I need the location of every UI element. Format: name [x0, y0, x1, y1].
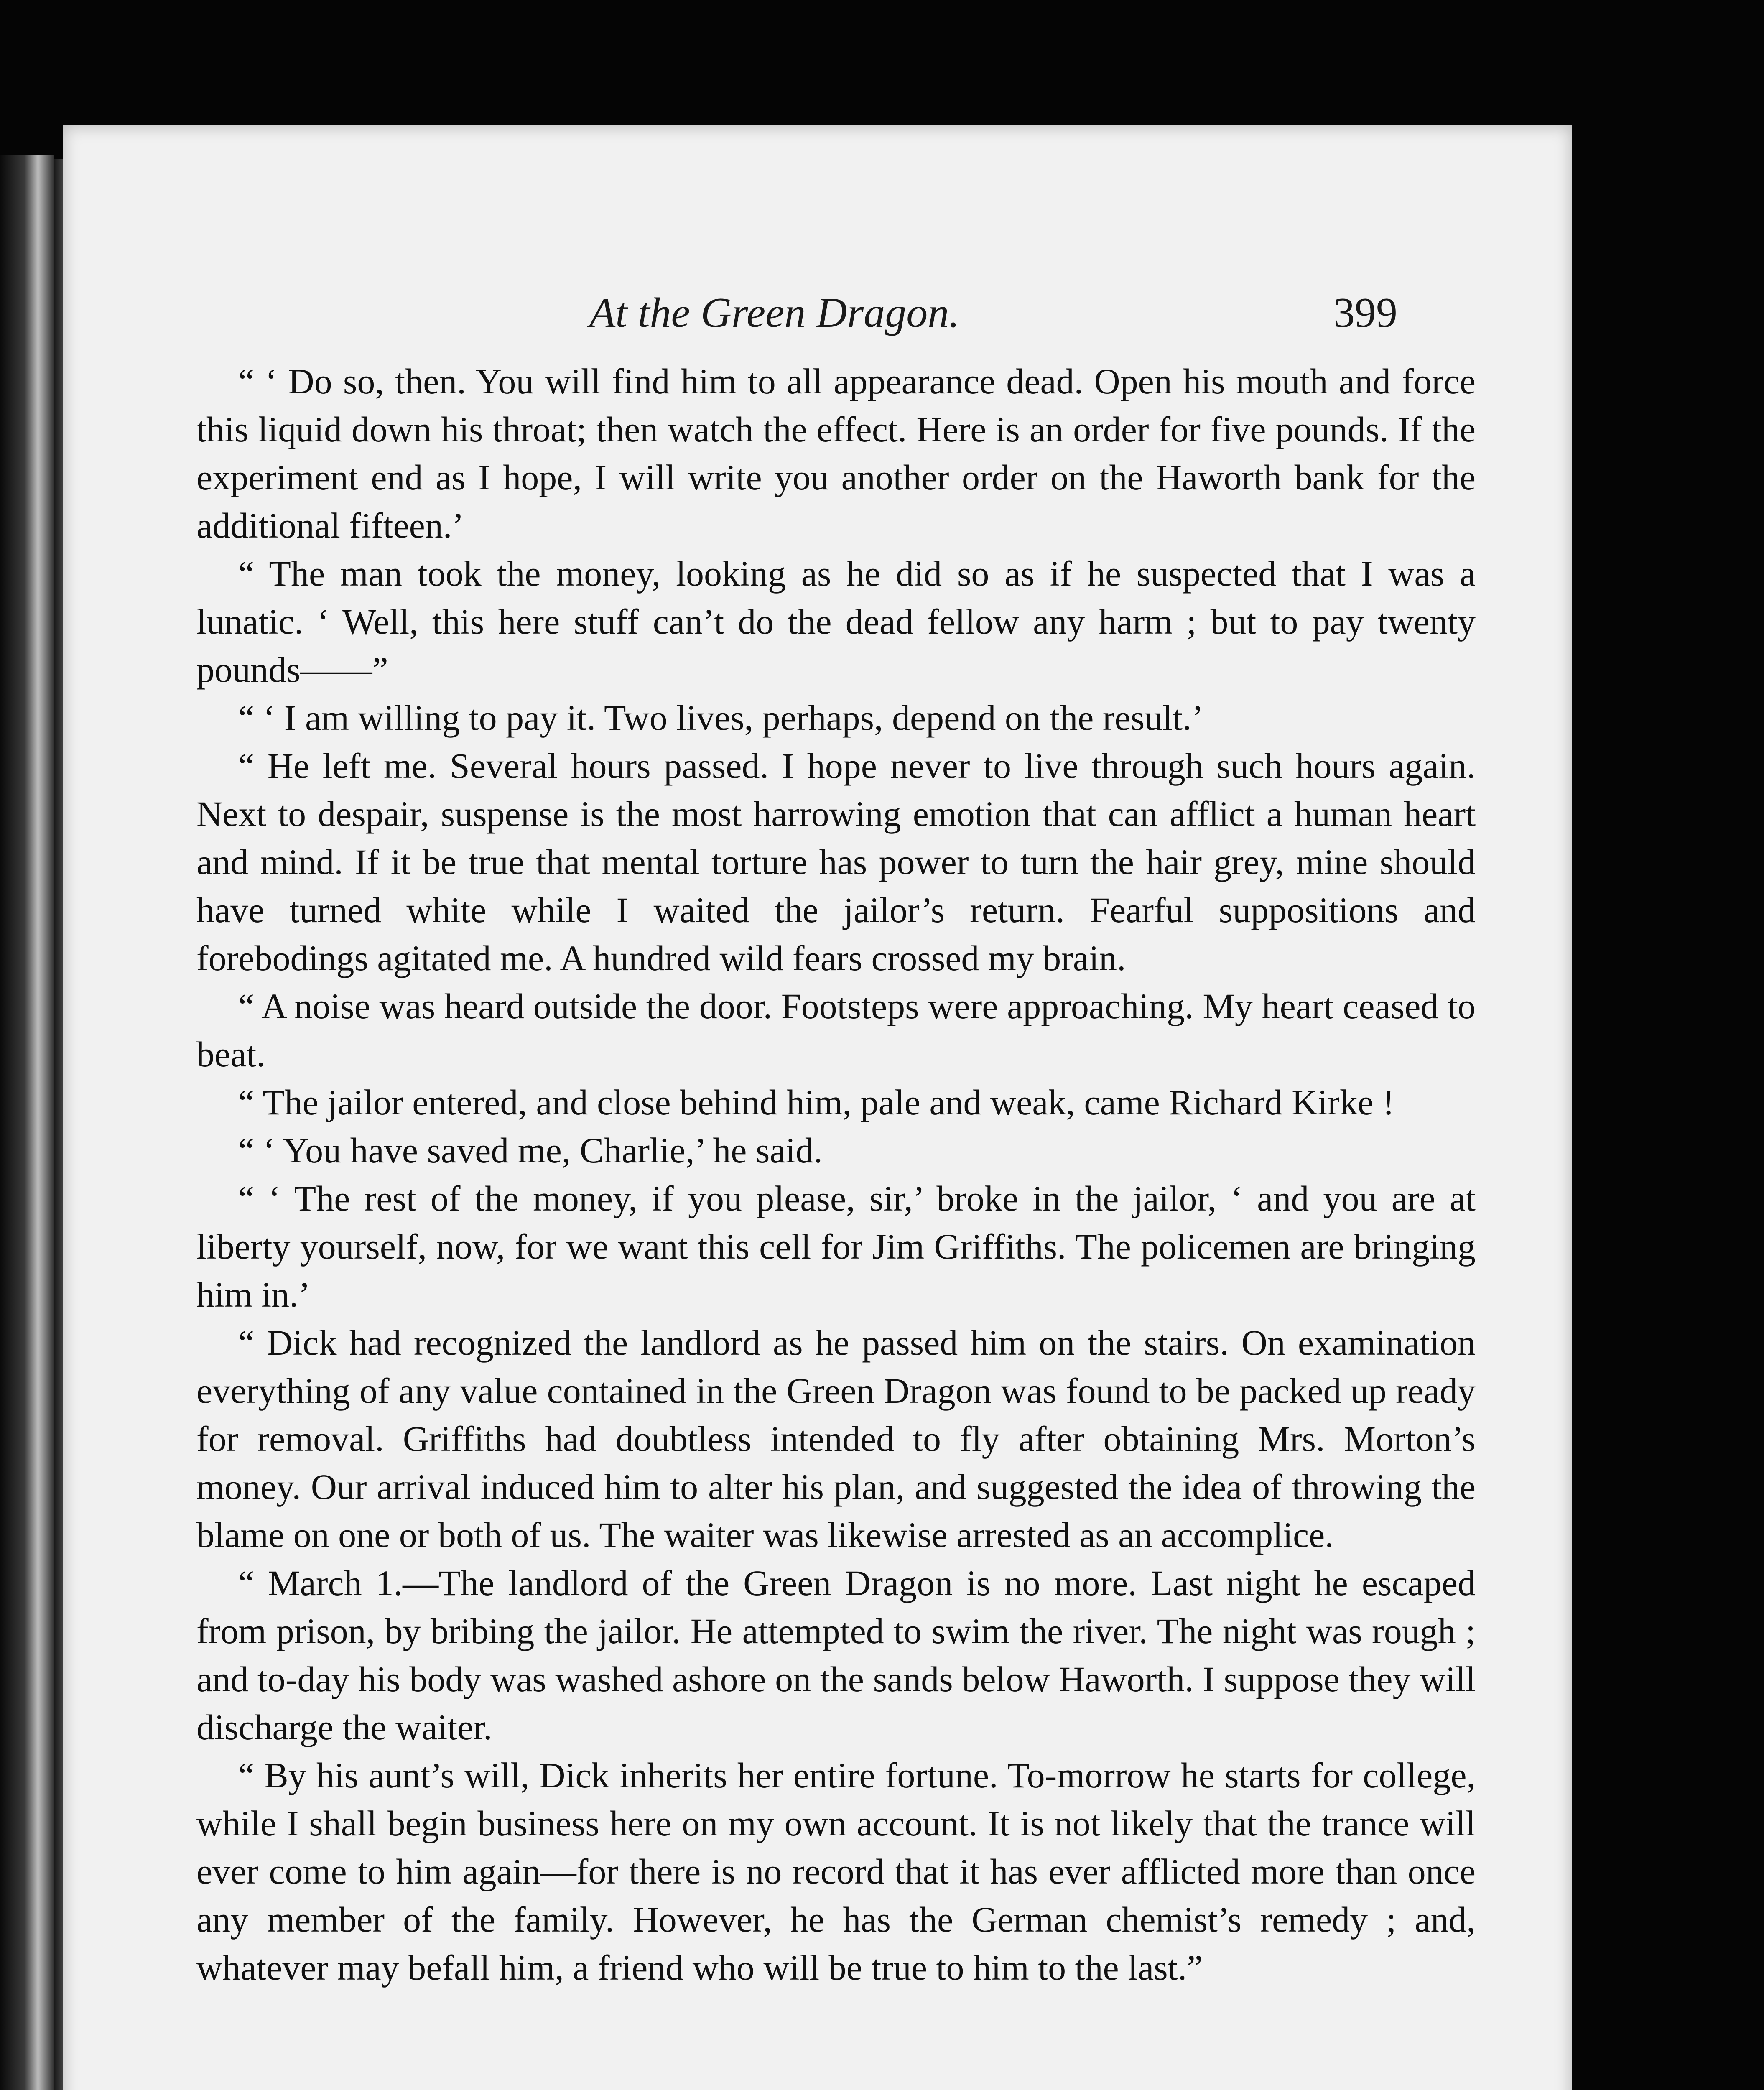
paragraph-1: “ ‘ Do so, then. You will find him to all appearance dead. Open his mouth and force this liquid down his throat; then watch the effect. Here is an order for five pounds. If the experiment end as I hope, I will write you another order on the Haworth bank for the additional fifteen.’	[196, 361, 1476, 545]
book-page	[63, 125, 1572, 2090]
running-head	[63, 288, 1572, 359]
paragraph-8: “ ‘ The rest of the money, if you please, sir,’ broke in the jailor, ‘ and you are at liberty yourself, now, for we want this cell for Jim Griffiths. The policemen are bringing him in.’	[196, 1178, 1476, 1315]
running-title: At the Green Dragon.	[589, 289, 960, 336]
body-text	[196, 357, 1476, 1992]
paragraph-6: “ The jailor entered, and close behind him, pale and weak, came Richard Kirke !	[238, 1082, 1395, 1122]
paragraph-4: “ He left me. Several hours passed. I hope never to live through such hours again. Next to despair, suspense is the most harrowing emotion that can afflict a human heart and mind. If it be true that mental torture has power to turn the hair grey, mine should have turned white while I waited the jailor’s return. Fearful suppositions and forebodings agitated me. A hundred wild fears crossed my brain.	[196, 746, 1476, 978]
paragraph-2: “ The man took the money, looking as he did so as if he suspected that I was a lunatic. ‘ Well, this here stuff can’t do the dead fellow any harm ; but to pay twenty pounds——”	[196, 553, 1476, 690]
page-number: 399	[1333, 289, 1397, 336]
paragraph-5: “ A noise was heard outside the door. Footsteps were approaching. My heart ceased to beat.	[196, 986, 1476, 1074]
paragraph-9: “ Dick had recognized the landlord as he passed him on the stairs. On examination everything of any value contained in the Green Dragon was found to be packed up ready for removal. Griffiths had doubtless intended to fly after obtaining Mrs. Morton’s money. Our arrival induced him to alter his plan, and suggested the idea of throwing the blame on one or both of us. The waiter was likewise arrested as an accomplice.	[196, 1323, 1476, 1555]
paragraph-7: “ ‘ You have saved me, Charlie,’ he said.	[238, 1130, 823, 1170]
book-spine-edge	[0, 155, 54, 2090]
paragraph-10: “ March 1.—The landlord of the Green Dragon is no more. Last night he escaped from prison, by bribing the jailor. He attempted to swim the river. The night was rough ; and to-day his body was washed ashore on the sands below Haworth. I suppose they will discharge the waiter.	[196, 1563, 1476, 1747]
paragraph-3: “ ‘ I am willing to pay it. Two lives, perhaps, depend on the result.’	[238, 698, 1204, 738]
paragraph-11: “ By his aunt’s will, Dick inherits her entire fortune. To-morrow he starts for college, while I shall begin business here on my own account. It is not likely that the trance will ever come to him again—for there is no record that it has ever afflicted more than once any member of the family. However, he has the German chemist’s remedy ; and, whatever may befall him, a friend who will be true to him to the last.”	[196, 1755, 1476, 1988]
